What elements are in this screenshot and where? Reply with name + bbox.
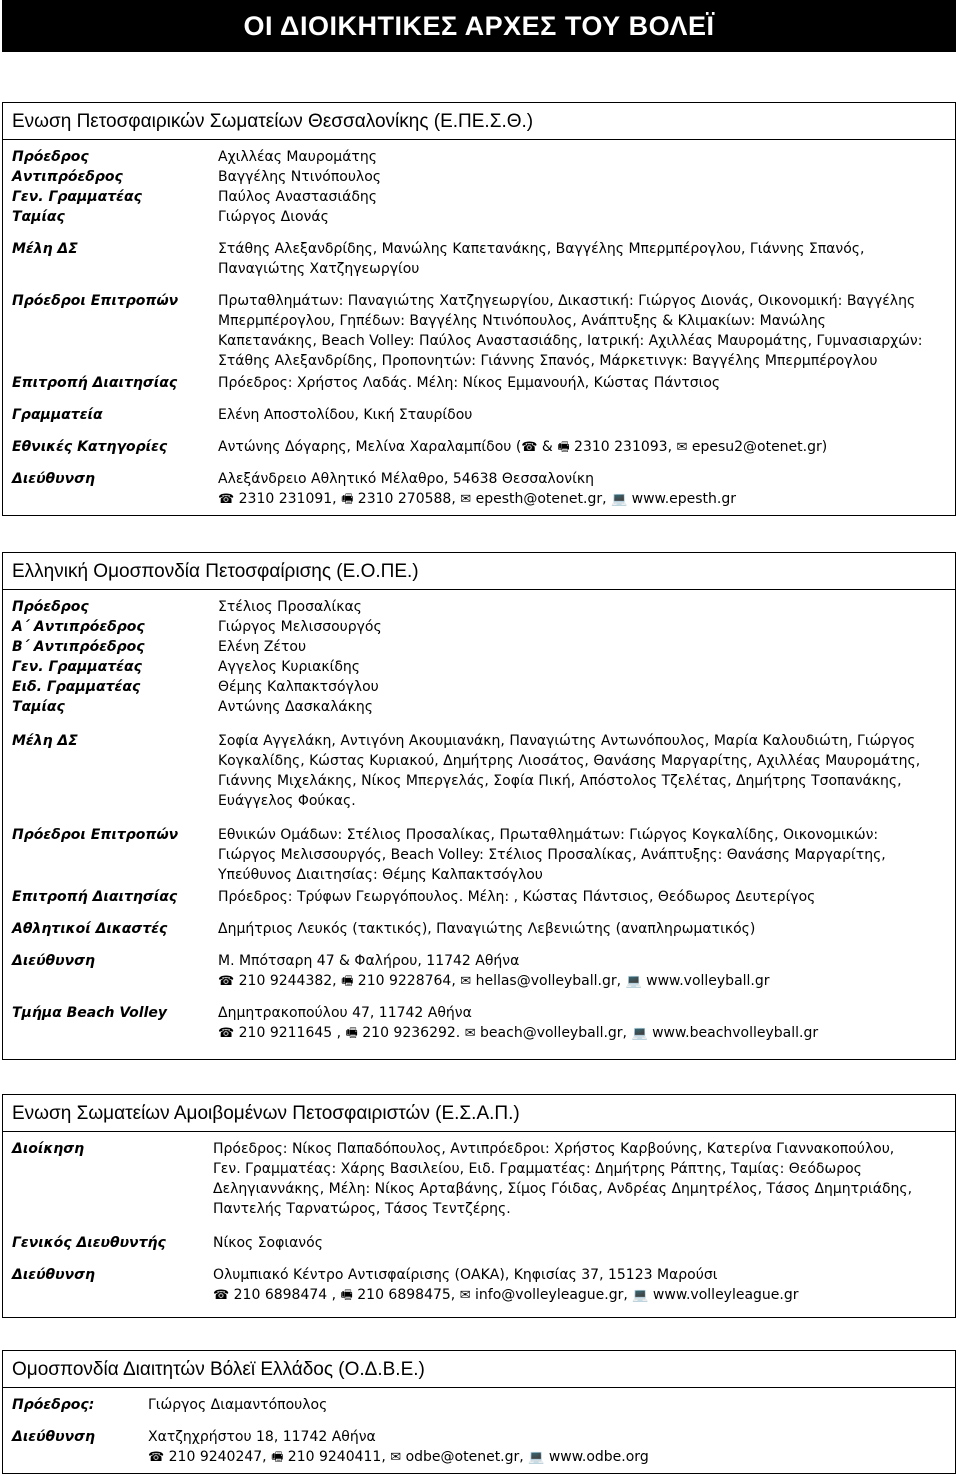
phone-icon: ☎ (521, 440, 538, 455)
general-manager: Νίκος Σοφιανός (213, 1235, 323, 1251)
section-esap (2, 1094, 956, 1318)
address-block: Ολυμπιακό Κέντρο Αντισφαίρισης (ΟΑΚΑ), Κηφισίας 37, 15123 Μαρούσι ☎ 210 6898474 , 🖷 210 6898475, ✉ info@volleyleague.gr, 💻 www.volleyleague.gr (213, 1267, 799, 1303)
divider (3, 1387, 955, 1388)
envelope-icon: ✉ (464, 1026, 476, 1041)
referee-committee: Πρόεδρος: Χρήστος Λαδάς. Μέλη: Νίκος Εμμανουήλ, Κώστας Πάντσιος (218, 375, 721, 391)
fax-icon: 🖷 (557, 440, 570, 455)
referee-label: Επιτροπή Διαιτησίας (12, 375, 178, 391)
members-list: Στάθης Αλεξανδρίδης, Μανώλης Καπετανάκης, Βαγγέλης Μπερμπέρογλου, Γιάννης Σπανός, Παναγιώτης Χατζηγεωργίου (218, 241, 865, 277)
email-link[interactable]: epesth@otenet.gr, (471, 491, 611, 507)
phone-icon: ☎ (148, 1450, 165, 1465)
section-odve (2, 1350, 956, 1474)
fax-icon: 🖷 (341, 492, 354, 507)
section-header: Ομοσπονδία Διαιτητών Βόλεϊ Ελλάδος (Ο.Δ.Β.Ε.) (12, 1359, 425, 1380)
envelope-icon: ✉ (460, 492, 472, 507)
address-label: Διεύθυνση (12, 1429, 96, 1445)
committees-label: Πρόεδροι Επιτροπών (12, 827, 179, 843)
address-label: Διεύθυνση (12, 471, 96, 487)
web-link[interactable]: www.odbe.org (544, 1449, 649, 1465)
computer-icon: 💻 (632, 1288, 649, 1303)
members-label: Μέλη ΔΣ (12, 241, 78, 257)
fax-icon: 🖷 (340, 1288, 353, 1303)
page-title: ΟΙ ΔΙΟΙΚΗΤΙΚΕΣ ΑΡΧΕΣ ΤΟΥ ΒΟΛΕΪ (2, 0, 956, 52)
envelope-icon: ✉ (676, 440, 688, 455)
members-list: Σοφία Αγγελάκη, Αντιγόνη Ακουμιανάκη, Παναγιώτης Αντωνόπουλος, Μαρία Καλουδιώτη, Γιώργος Κογκαλίδης, Κώστας Κυριακού, Δημήτρης Λιοσάτος, Θανάσης Μαργαρίτης, Αχιλλέας Μαυρομάτης, Γιάννης Μιχελάκης, Νίκος Μπεργελάς, Σοφία Πική, Απόστολος Τζελέτας, Δημήτρης Τσοπανάκης, Ευάγγελος Φούκας. (218, 733, 921, 809)
referee-label: Επιτροπή Διαιτησίας (12, 889, 178, 905)
beach-label: Τμήμα Beach Volley (12, 1005, 168, 1021)
officer-names: Στέλιος Προσαλίκας Γιώργος Μελισσουργός Ελένη Ζέτου Αγγελος Κυριακίδης Θέμης Καλπακτσόγλου Αντώνης Δασκαλάκης (218, 599, 382, 715)
email-link[interactable]: beach@volleyball.gr, (475, 1025, 632, 1041)
computer-icon: 💻 (631, 1026, 648, 1041)
committees-label: Πρόεδροι Επιτροπών (12, 293, 179, 309)
phone-icon: ☎ (218, 1026, 235, 1041)
members-label: Μέλη ΔΣ (12, 733, 78, 749)
envelope-icon: ✉ (460, 974, 472, 989)
computer-icon: 💻 (625, 974, 642, 989)
address-label: Διεύθυνση (12, 953, 96, 969)
email-link[interactable]: epesu2@otenet.gr) (687, 439, 828, 455)
web-link[interactable]: www.beachvolleyball.gr (647, 1025, 819, 1041)
officer-labels: Πρόεδρος Α΄ Αντιπρόεδρος Β΄ Αντιπρόεδρος Γεν. Γραμματέας Ειδ. Γραμματέας Ταμίας (12, 599, 145, 715)
secretariat: Ελένη Αποστολίδου, Κική Σταυρίδου (218, 407, 473, 423)
address-block: Μ. Μπότσαρη 47 & Φαλήρου, 11742 Αθήνα ☎ 210 9244382, 🖷 210 9228764, ✉ hellas@volleyball.gr, 💻 www.volleyball.gr (218, 953, 770, 989)
judges-label: Αθλητικοί Δικαστές (12, 921, 168, 937)
section-epesth (2, 102, 956, 516)
email-link[interactable]: info@volleyleague.gr, (470, 1287, 633, 1303)
president-label: Πρόεδρος: (12, 1397, 95, 1413)
committees-list: Εθνικών Ομάδων: Στέλιος Προσαλίκας, Πρωταθλημάτων: Γιώργος Κογκαλίδης, Οικονομικών: Γιώργος Μελισσουργός, Beach Volley: Στέλιος Προσαλίκας, Ανάπτυξης: Θανάσης Μαργαρίτης, Υπεύθυνος Διαιτησίας: Θέμης Καλπακτσόγλου (218, 827, 886, 883)
committees-list: Πρωταθλημάτων: Παναγιώτης Χατζηγεωργίου, Δικαστική: Γιώργος Διονάς, Οικονομική: Βαγγέλης Μπερμπέρογλου, Γηπέδων: Βαγγέλης Ντινόπουλος, Ανάπτυξης & Κλιμακίων: Μανώλης Καπετανάκης, Beach Volley: Παύλος Αναστασιάδης, Ιατρική: Αχιλλέας Μαυρομάτης, Γυμνασιαρχών: Στάθης Αλεξανδρίδης, Προπονητών: Γιάννης Σπανός, Μάρκετινγκ: Βαγγέλης Μπερμπέρογλου (218, 293, 923, 369)
referee-committee: Πρόεδρος: Τρύφων Γεωργόπουλος. Μέλη: , Κώστας Πάντσιος, Θεόδωρος Δευτερίγος (218, 889, 816, 905)
fax-icon: 🖷 (341, 974, 354, 989)
phone-icon: ☎ (218, 974, 235, 989)
section-header: Ενωση Σωματείων Αμοιβομένων Πετοσφαιριστών (Ε.Σ.Α.Π.) (12, 1103, 520, 1124)
national-label: Εθνικές Κατηγορίες (12, 439, 168, 455)
computer-icon: 💻 (611, 492, 628, 507)
section-eope (2, 552, 956, 1060)
phone-icon: ☎ (218, 492, 235, 507)
email-link[interactable]: odbe@otenet.gr, (401, 1449, 529, 1465)
phone-icon: ☎ (213, 1288, 230, 1303)
web-link[interactable]: www.epesth.gr (627, 491, 737, 507)
president: Γιώργος Διαμαντόπουλος (148, 1397, 328, 1413)
secretariat-label: Γραμματεία (12, 407, 103, 423)
address-block: Αλεξάνδρειο Αθλητικό Μέλαθρο, 54638 Θεσσαλονίκη ☎ 2310 231091, 🖷 2310 270588, ✉ epesth@otenet.gr, 💻 www.epesth.gr (218, 471, 737, 507)
fax-icon: 🖷 (271, 1450, 284, 1465)
address-label: Διεύθυνση (12, 1267, 96, 1283)
beach-address-block: Δημητρακοπούλου 47, 11742 Αθήνα ☎ 210 9211645 , 🖷 210 9236292. ✉ beach@volleyball.gr, 💻 www.beachvolleyball.gr (218, 1005, 819, 1041)
gm-label: Γενικός Διευθυντής (12, 1235, 166, 1251)
sports-judges: Δημήτριος Λευκός (τακτικός), Παναγιώτης Λεβενιώτης (αναπληρωματικός) (218, 921, 756, 937)
section-header: Ελληνική Ομοσπονδία Πετοσφαίρισης (Ε.Ο.ΠΕ.) (12, 561, 419, 582)
email-link[interactable]: hellas@volleyball.gr, (471, 973, 626, 989)
national-categories: Αντώνης Δόγαρης, Μελίνα Χαραλαμπίδου (☎ & 🖷 2310 231093, ✉ epesu2@otenet.gr) (218, 439, 828, 455)
section-header: Ενωση Πετοσφαιρικών Σωματείων Θεσσαλονίκης (Ε.ΠΕ.Σ.Θ.) (12, 111, 534, 132)
fax-icon: 🖷 (345, 1026, 358, 1041)
web-link[interactable]: www.volleyball.gr (641, 973, 770, 989)
address-block: Χατζηχρήστου 18, 11742 Αθήνα ☎ 210 9240247, 🖷 210 9240411, ✉ odbe@otenet.gr, 💻 www.odbe.org (148, 1429, 649, 1465)
envelope-icon: ✉ (390, 1450, 402, 1465)
divider (3, 1131, 955, 1132)
admin-label: Διοίκηση (12, 1141, 85, 1157)
divider (3, 139, 955, 140)
admin-list: Πρόεδρος: Νίκος Παπαδόπουλος, Αντιπρόεδροι: Χρήστος Καρβούνης, Κατερίνα Γιαννακοπούλου, Γεν. Γραμματέας: Χάρης Βασιλείου, Ειδ. Γραμματέας: Δημήτρης Ράπτης, Ταμίας: Θεόδωρος Δεληγιαννάκης, Μέλη: Νίκος Αρταβάνης, Σίμος Γόιδας, Ανδρέας Δημητρέλος, Τάσος Δημητριάδης, Παντελής Ταρνατώρος, Τάσος Τεντζέρης. (213, 1141, 913, 1217)
web-link[interactable]: www.volleyleague.gr (648, 1287, 799, 1303)
divider (3, 589, 955, 590)
officer-labels: Πρόεδρος Αντιπρόεδρος Γεν. Γραμματέας Ταμίας (12, 149, 142, 225)
computer-icon: 💻 (528, 1450, 545, 1465)
envelope-icon: ✉ (459, 1288, 471, 1303)
officer-names: Αχιλλέας Μαυρομάτης Βαγγέλης Ντινόπουλος Παύλος Αναστασιάδης Γιώργος Διονάς (218, 149, 381, 225)
